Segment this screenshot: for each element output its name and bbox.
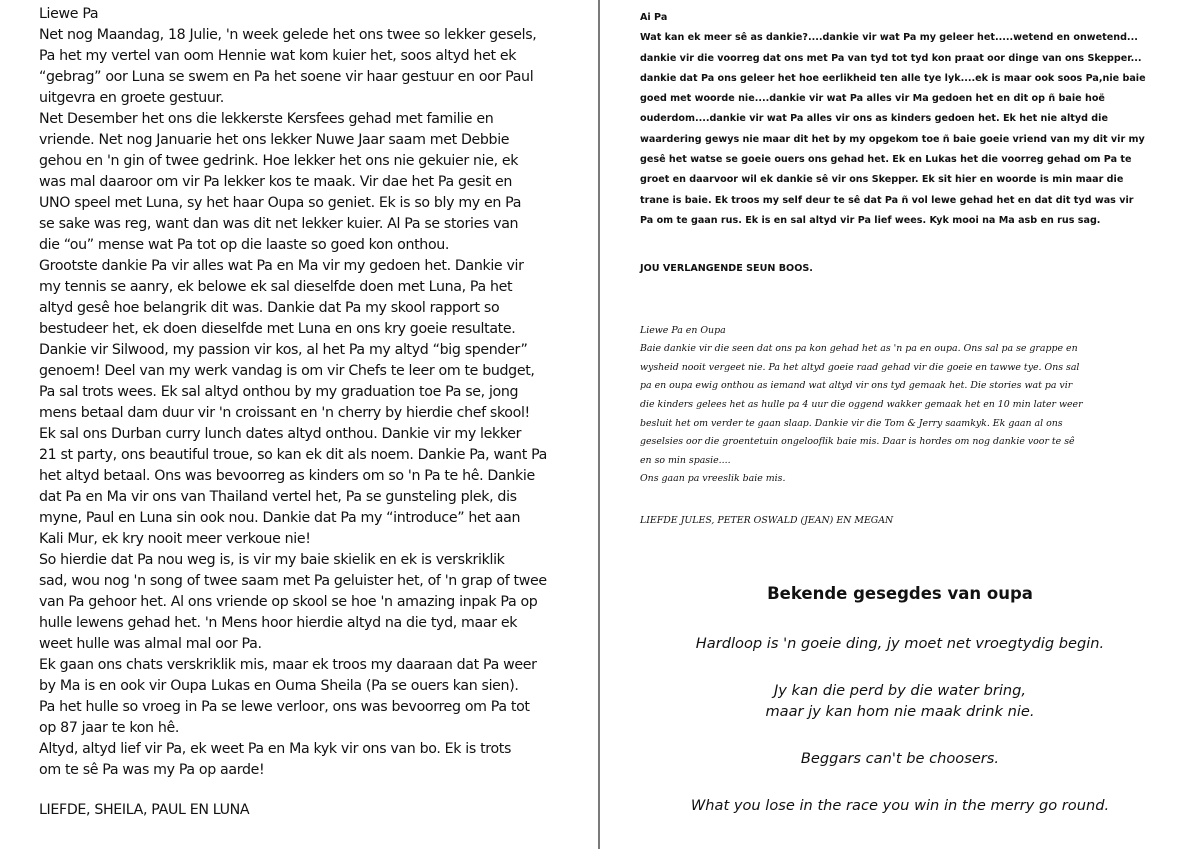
letter-line: het altyd betaal. Ons was bevoorreg as kinders om so 'n Pa te hê. Dankie: [39, 468, 535, 484]
letter-line: Pa sal trots wees. Ek sal altyd onthou by my graduation toe Pa se, jong: [39, 384, 519, 400]
letter-line: Baie dankie vir die seen dat ons pa kon gehad het as 'n pa en oupa. Ons sal pa se grappe en: [640, 343, 1078, 355]
letter-line: Pa het my vertel van oom Hennie wat kom kuier het, soos altyd het ek: [39, 48, 517, 64]
letter-line: gehou en 'n gin of twee gedrink. Hoe lekker het ons nie gekuier nie, ek: [39, 153, 519, 169]
letter-line: sad, wou nog 'n song of twee saam met Pa geluister het, of 'n grap of twee: [39, 573, 547, 589]
letter-line: goed met woorde nie....dankie vir wat Pa alles vir Ma gedoen het en dit op ñ baie hoë: [640, 93, 1105, 105]
letter-line: bestudeer het, ek doen dieselfde met Luna en ons kry goeie resultate.: [39, 321, 516, 337]
letter-line: geselsies oor die groentetuin ongelooflik baie mis. Daar is hordes om nog dankie voor te sê: [640, 436, 1075, 448]
saying: [600, 633, 1200, 654]
saying: [600, 795, 1200, 816]
letter-line: die “ou” mense wat Pa tot op die laaste so goed kon onthou.: [39, 237, 450, 253]
saying-line: maar jy kan hom nie maak drink nie.: [765, 703, 1035, 720]
letter-line: Pa om te gaan rus. Ek is en sal altyd vir Pa lief wees. Kyk mooi na Ma asb en rus sag.: [640, 214, 1101, 226]
sayings-title: Bekende gesegdes van oupa: [767, 584, 1033, 603]
right-page: [600, 0, 1200, 849]
letter-line: UNO speel met Luna, sy het haar Oupa so geniet. Ek is so bly my en Pa: [39, 195, 522, 211]
letter-greeting: Ai Pa: [640, 12, 668, 23]
letter-line: Net Desember het ons die lekkerste Kersfees gehad met familie en: [39, 111, 494, 127]
letter-line: altyd gesê hoe belangrik dit was. Dankie dat Pa my skool rapport so: [39, 300, 500, 316]
letter-line: my tennis se aanry, ek belowe ek sal dieselfde doen met Luna, Pa het: [39, 279, 513, 295]
letter-line: mens betaal dam duur vir 'n croissant en 'n cherry by hierdie chef skool!: [39, 405, 530, 421]
letter-line: Pa het hulle so vroeg in Pa se lewe verloor, ons was bevoorreg om Pa tot: [39, 699, 530, 715]
letter-line: Net nog Maandag, 18 Julie, 'n week gelede het ons twee so lekker gesels,: [39, 27, 537, 43]
letter-body: [640, 28, 1200, 231]
letter-line: genoem! Deel van my werk vandag is om vir Chefs te leer om te budget,: [39, 363, 535, 379]
letter-line: So hierdie dat Pa nou weg is, is vir my baie skielik en ek is verskriklik: [39, 552, 505, 568]
letter-line: Dankie vir Silwood, my passion vir kos, al het Pa my altyd “big spender”: [39, 342, 528, 358]
letter-line: 21 st party, ons beautiful troue, so kan ek dit als noem. Dankie Pa, want Pa: [39, 447, 547, 463]
letter-line: vriende. Net nog Januarie het ons lekker Nuwe Jaar saam met Debbie: [39, 132, 510, 148]
left-page: [0, 0, 598, 849]
saying-line: Jy kan die perd by die water bring,: [773, 682, 1027, 699]
letter-line: dankie vir die voorreg dat ons met Pa van tyd tot tyd kon praat oor dinge van ons Skepper...: [640, 52, 1142, 64]
letter-line: Ek gaan ons chats verskriklik mis, maar ek troos my daaraan dat Pa weer: [39, 657, 537, 673]
saying: [600, 680, 1200, 722]
letter-line: en so min spasie....: [640, 454, 731, 466]
letter-line: pa en oupa ewig onthou as iemand wat altyd vir ons tyd gemaak het. Die stories wat pa vir: [640, 380, 1073, 392]
letter-line: se sake was reg, want dan was dit net lekker kuier. Al Pa se stories van: [39, 216, 519, 232]
letter-line: ouderdom....dankie vir wat Pa alles vir ons as kinders gedoen het. Ek het nie altyd die: [640, 113, 1108, 125]
sayings-section: [600, 584, 1200, 842]
letter-line: Kali Mur, ek kry nooit meer verkoue nie!: [39, 531, 311, 547]
letter-line: groet en daarvoor wil ek dankie sê vir ons Skepper. Ek sit hier en woorde is min maar die: [640, 174, 1124, 186]
letter-line: Ek sal ons Durban curry lunch dates altyd onthou. Dankie vir my lekker: [39, 426, 522, 442]
letter-line: Altyd, altyd lief vir Pa, ek weet Pa en Ma kyk vir ons van bo. Ek is trots: [39, 741, 512, 757]
letter-greeting: Liewe Pa en Oupa: [640, 324, 726, 336]
letter-line: hulle lewens gehad het. 'n Mens hoor hierdie altyd na die tyd, maar ek: [39, 615, 518, 631]
letter-line: Grootste dankie Pa vir alles wat Pa en Ma vir my gedoen het. Dankie vir: [39, 258, 524, 274]
letter-line: “gebrag” oor Luna se swem en Pa het soene vir haar gestuur en oor Paul: [39, 69, 534, 85]
letter-signature: JOU VERLANGENDE SEUN BOOS.: [640, 263, 813, 275]
letter-body: [39, 25, 598, 781]
saying: [600, 748, 1200, 769]
letter-body: [640, 340, 1200, 489]
letter-line: weet hulle was almal mal oor Pa.: [39, 636, 262, 652]
letter-line: waardering gewys nie maar dit het by my opgekom toe ñ baie goeie vriend van my dit vir my: [640, 133, 1145, 145]
letter-line: dat Pa en Ma vir ons van Thailand vertel het, Pa se gunsteling plek, dis: [39, 489, 517, 505]
saying-line: What you lose in the race you win in the merry go round.: [690, 797, 1110, 814]
letter-line: op 87 jaar te kon hê.: [39, 720, 180, 736]
letter-line: Wat kan ek meer sê as dankie?....dankie vir wat Pa my geleer het.....wetend en onwetend...: [640, 32, 1138, 44]
saying-line: Hardloop is 'n goeie ding, jy moet net vroegtydig begin.: [695, 635, 1105, 652]
letter-signature: LIEFDE JULES, PETER OSWALD (JEAN) EN MEGAN: [640, 514, 894, 526]
letter-line: van Pa gehoor het. Al ons vriende op skool se hoe 'n amazing inpak Pa op: [39, 594, 538, 610]
letter-line: by Ma is en ook vir Oupa Lukas en Ouma Sheila (Pa se ouers kan sien).: [39, 678, 519, 694]
letter-line: was mal daaroor om vir Pa lekker kos te maak. Vir dae het Pa gesit en: [39, 174, 513, 190]
letter-line: gesê het watse se goeie ouers ons gehad het. Ek en Lukas het die voorreg gehad om Pa te: [640, 154, 1132, 166]
letter-line: wysheid nooit vergeet nie. Pa het altyd goeie raad gehad vir die goeie en tawwe tye. Ons sal: [640, 361, 1080, 373]
letter-line: om te sê Pa was my Pa op aarde!: [39, 762, 265, 778]
letter-line: uitgevra en groete gestuur.: [39, 90, 224, 106]
letter-line: trane is baie. Ek troos my self deur te sê dat Pa ñ vol lewe gehad het en dat dit tyd was vir: [640, 194, 1134, 206]
letter-greeting: Liewe Pa: [39, 6, 99, 22]
letter-line: Ons gaan pa vreeslik baie mis.: [640, 473, 786, 485]
letter-line: die kinders gelees het as hulle pa 4 uur die oggend wakker gemaak het en 10 min later weer: [640, 398, 1083, 410]
saying-line: Beggars can't be choosers.: [800, 750, 1000, 767]
letter-signature: LIEFDE, SHEILA, PAUL EN LUNA: [39, 802, 250, 818]
letter-line: besluit het om verder te gaan slaap. Dankie vir die Tom & Jerry saamkyk. Ek gaan al ons: [640, 417, 1063, 429]
letter-line: myne, Paul en Luna sin ook nou. Dankie dat Pa my “introduce” het aan: [39, 510, 521, 526]
letter-line: dankie dat Pa ons geleer het hoe eerlikheid ten alle tye lyk....ek is maar ook soos Pa,nie baie: [640, 72, 1146, 84]
